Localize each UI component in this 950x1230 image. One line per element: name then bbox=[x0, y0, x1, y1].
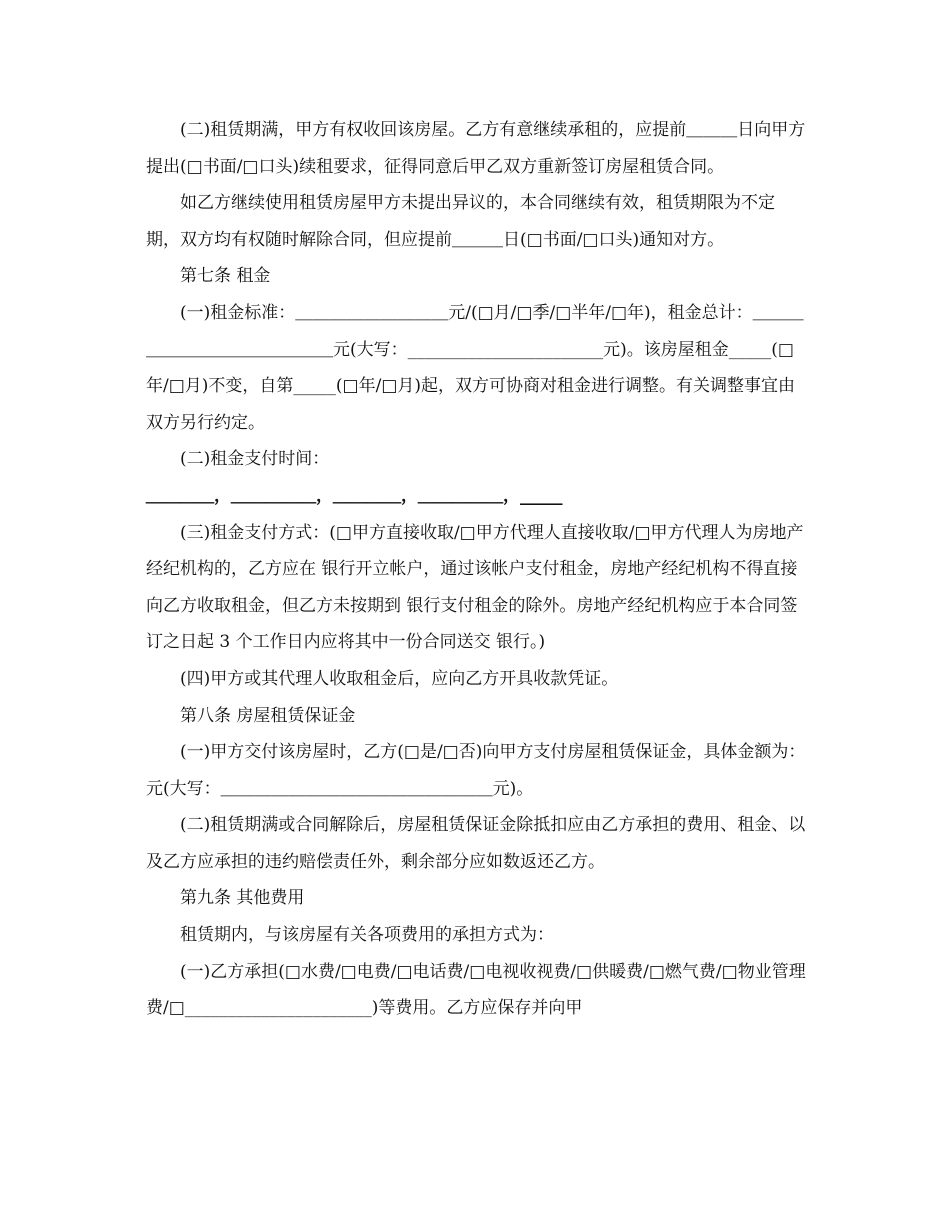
clause-7-3-payment-method: (三)租金支付方式：(□甲方直接收取/□甲方代理人直接收取/□甲方代理人为房地产经纪机构的，乙方应在 银行开立帐户，通过该帐户支付租金，房地产经纪机构不得直接向乙方收取租金，但乙方未按期到 银行支付租金的除外。房地产经纪机构应于本合同签订之日起 3 个工作日内应将其中一份合同送交 银行。) bbox=[146, 522, 804, 653]
clause-8-1-deposit: (一)甲方交付该房屋时，乙方(□是/□否)向甲方支付房屋租赁保证金，具体金额为： 元(大写：＿＿＿＿＿＿＿＿＿＿＿＿＿＿＿＿元)。 bbox=[146, 742, 806, 799]
clause-9-intro: 租赁期内，与该房屋有关各项费用的承担方式为： bbox=[180, 925, 554, 946]
clause-6-continued-use: 如乙方继续使用租赁房屋甲方未提出异议的，本合同继续有效，租赁期限为不定期，双方均有权随时解除合同，但应提前＿＿＿日(□书面/□口头)通知对方。 bbox=[146, 193, 775, 250]
clause-9-1-tenant-costs: (一)乙方承担(□水费/□电费/□电话费/□电视收视费/□供暖费/□燃气费/□物业管理费/□______________________)等费用。乙方应保存并向甲 bbox=[146, 961, 806, 1019]
clause-7-1-rent-standard: (一)租金标准：＿＿＿＿＿＿＿＿＿元/(□月/□季/□半年/□年)，租金总计：＿＿＿＿＿＿＿＿＿＿＿＿＿＿元(大写：_______________________元)。该房屋租金_____(□年/□月)不变，自第_____(□年/□月)起，双方可协商对租金进行调整。有关调整事宜由双方另行约定。 bbox=[146, 302, 804, 433]
payment-time-blanks: ＿＿＿＿，＿＿＿＿＿，＿＿＿＿，＿＿＿＿＿，_____ bbox=[146, 485, 563, 506]
clause-6-2-renewal: (二)租赁期满，甲方有权收回该房屋。乙方有意继续承租的，应提前＿＿＿日向甲方提出(□书面/□口头)续租要求，征得同意后甲乙双方重新签订房屋租赁合同。 bbox=[146, 120, 806, 177]
clause-8-2-deposit-return: (二)租赁期满或合同解除后，房屋租赁保证金除抵扣应由乙方承担的费用、租金、以及乙方应承担的违约赔偿责任外，剩余部分应如数返还乙方。 bbox=[146, 815, 806, 872]
article-9-heading: 第九条 其他费用 bbox=[180, 888, 305, 909]
article-8-heading: 第八条 房屋租赁保证金 bbox=[180, 705, 356, 726]
clause-7-2-payment-time: (二)租金支付时间： bbox=[180, 449, 330, 470]
document-page bbox=[146, 112, 806, 1027]
article-7-heading: 第七条 租金 bbox=[180, 266, 271, 287]
clause-7-4-receipt: (四)甲方或其代理人收取租金后，应向乙方开具收款凭证。 bbox=[180, 668, 619, 689]
